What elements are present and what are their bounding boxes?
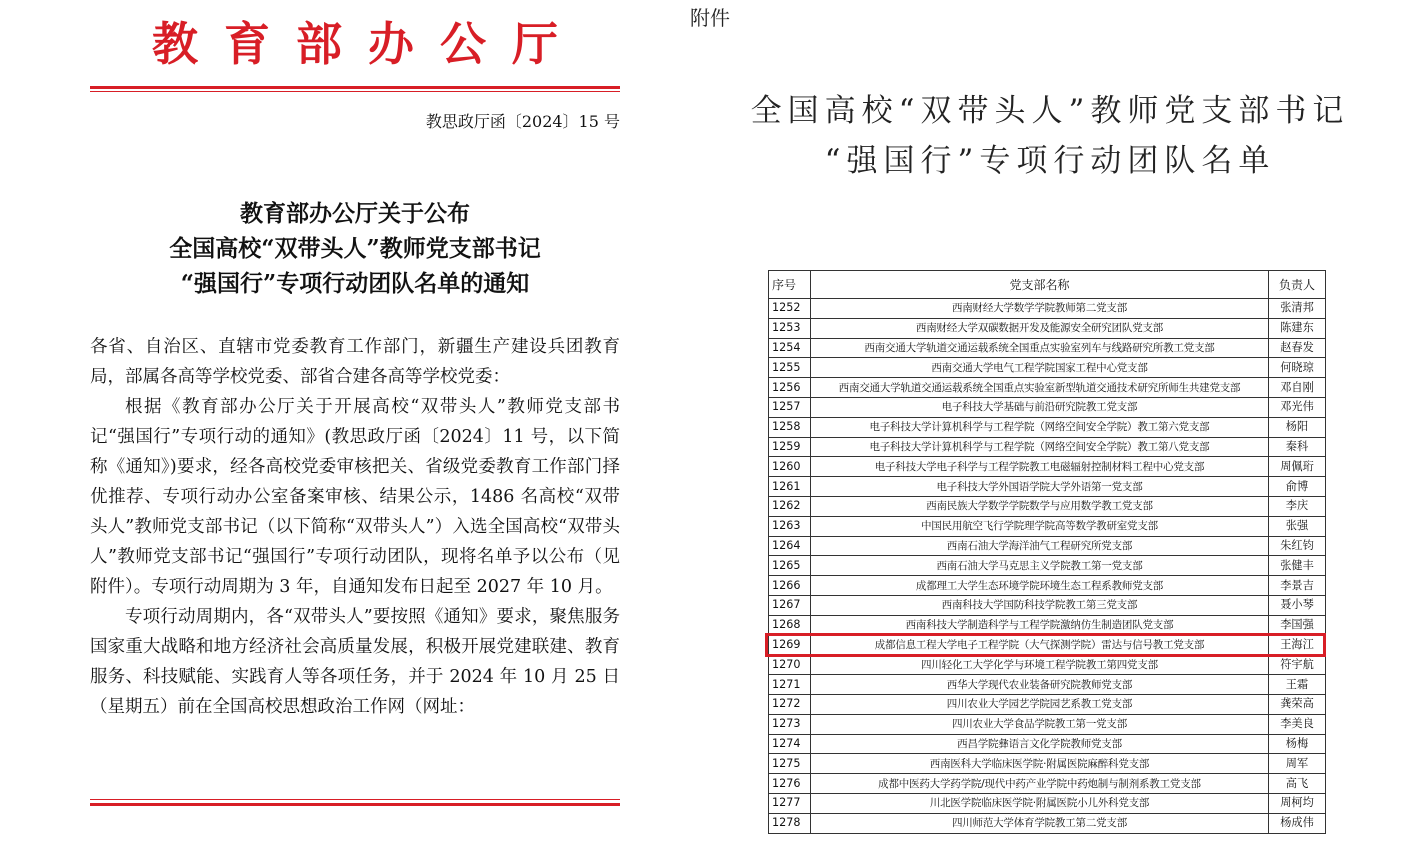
branch-name: 电子科技大学计算机科学与工程学院（网络空间安全学院）教工第八党支部 [811,437,1269,457]
branch-name: 西南石油大学海洋油气工程研究所党支部 [811,536,1269,556]
body-paragraph: 专项行动周期内，各“双带头人”要按照《通知》要求，聚焦服务国家重大战略和地方经济社会高质量发展，积极开展党建联建、教育服务、科技赋能、实践育人等各项任务，并于 2024 年 10 月 25 日（星期五）前在全国高校思想政治工作网（网址： [90,607,620,717]
branch-name: 西华大学现代农业装备研究院教师党支部 [811,675,1269,695]
row-number: 1255 [769,358,811,378]
table-row [769,635,1326,655]
roster-table [768,270,1326,834]
table-row [769,576,1326,596]
annex-title-line: “强国行”专项行动团队名单 [824,143,1276,179]
leader-name: 朱红钧 [1269,536,1326,556]
annex-title-line: 全国高校“双带头人”教师党支部书记 [750,93,1350,129]
red-divider-top-thin [90,91,620,92]
leader-name: 张健丰 [1269,556,1326,576]
leader-name: 李美良 [1269,714,1326,734]
branch-name: 川北医学院临床医学院·附属医院小儿外科党支部 [811,793,1269,813]
table-header-row [769,271,1326,299]
row-number: 1252 [769,299,811,319]
leader-name: 符宇航 [1269,655,1326,675]
branch-name: 西南交通大学电气工程学院国家工程中心党支部 [811,358,1269,378]
row-number: 1254 [769,338,811,358]
row-number: 1272 [769,694,811,714]
table-row [769,615,1326,635]
leader-name: 张强 [1269,516,1326,536]
row-number: 1264 [769,536,811,556]
title-line: 全国高校“双带头人”教师党支部书记 [169,235,541,262]
branch-name: 四川农业大学食品学院教工第一党支部 [811,714,1269,734]
table-row [769,358,1326,378]
leader-name: 俞博 [1269,477,1326,497]
row-number: 1253 [769,318,811,338]
branch-name: 西南财经大学数学学院教师第二党支部 [811,299,1269,319]
branch-name: 电子科技大学电子科学与工程学院教工电磁辐射控制材料工程中心党支部 [811,457,1269,477]
leader-name: 陈建东 [1269,318,1326,338]
branch-name: 西南民族大学数学学院数学与应用数学教工党支部 [811,496,1269,516]
leader-name: 李国强 [1269,615,1326,635]
branch-name: 电子科技大学基础与前沿研究院教工党支部 [811,397,1269,417]
leader-name: 赵春发 [1269,338,1326,358]
red-divider-top [90,86,620,89]
leader-name: 周佩珩 [1269,457,1326,477]
leader-name: 杨梅 [1269,734,1326,754]
row-number: 1266 [769,576,811,596]
branch-name: 四川农业大学园艺学院园艺系教工党支部 [811,694,1269,714]
table-row [769,496,1326,516]
column-header-number: 序号 [769,271,811,299]
branch-name: 四川轻化工大学化学与环境工程学院教工第四党支部 [811,655,1269,675]
table-row [769,536,1326,556]
document-title [90,196,620,301]
table-row [769,318,1326,338]
table-row [769,437,1326,457]
row-number: 1257 [769,397,811,417]
table-row [769,774,1326,794]
table-row [769,675,1326,695]
row-number: 1262 [769,496,811,516]
table-row [769,397,1326,417]
row-number: 1273 [769,714,811,734]
table-row [769,378,1326,398]
table-row [769,714,1326,734]
table-row [769,417,1326,437]
branch-name: 西南科技大学制造科学与工程学院激纳仿生制造团队党支部 [811,615,1269,635]
row-number: 1260 [769,457,811,477]
body-paragraph: 根据《教育部办公厅关于开展高校“双带头人”教师党支部书记“强国行”专项行动的通知》(教思政厅函〔2024〕11 号，以下简称《通知》)要求，经各高校党委审核把关、省级党委教育工作部门择优推荐、专项行动办公室备案审核、结果公示，1486 名高校“双带头人”教师党支部书记（以下简称“双带头人”）入选全国高校“双带头人”教师党支部书记“强国行”专项行动团队，现将名单予以公布（见附件）。专项行动周期为 3 年，自通知发布日起至 2027 年 10 月。 [90,397,620,597]
table-row [769,516,1326,536]
row-number: 1258 [769,417,811,437]
table-row [769,793,1326,813]
branch-name: 西南财经大学双碳数据开发及能源安全研究团队党支部 [811,318,1269,338]
annex-title [700,86,1400,186]
document-number: 教思政厅函〔2024〕15 号 [425,112,620,131]
branch-name: 西南科技大学国防科技学院教工第三党支部 [811,595,1269,615]
table-row [769,556,1326,576]
row-number: 1263 [769,516,811,536]
annex-label: 附件 [690,8,730,30]
row-number: 1270 [769,655,811,675]
row-number: 1271 [769,675,811,695]
title-line: 教育部办公厅关于公布 [240,200,470,227]
branch-name: 电子科技大学外国语学院大学外语第一党支部 [811,477,1269,497]
row-number: 1269 [769,635,811,655]
roster-body [769,299,1326,834]
leader-name: 何晓琼 [1269,358,1326,378]
row-number: 1259 [769,437,811,457]
table-row [769,457,1326,477]
branch-name: 成都理工大学生态环境学院环境生态工程系教师党支部 [811,576,1269,596]
branch-name: 成都中医药大学药学院/现代中药产业学院中药炮制与制剂系教工党支部 [811,774,1269,794]
branch-name: 西南石油大学马克思主义学院教工第一党支部 [811,556,1269,576]
table-row [769,655,1326,675]
row-number: 1276 [769,774,811,794]
branch-name: 西南医科大学临床医学院·附属医院麻醉科党支部 [811,754,1269,774]
red-divider-bottom [90,803,620,806]
branch-name: 四川师范大学体育学院教工第二党支部 [811,813,1269,833]
table-row [769,754,1326,774]
leader-name: 王海江 [1269,635,1326,655]
table-row [769,338,1326,358]
leader-name: 杨成伟 [1269,813,1326,833]
row-number: 1277 [769,793,811,813]
title-line: “强国行”专项行动团队名单的通知 [180,270,530,297]
row-number: 1261 [769,477,811,497]
row-number: 1265 [769,556,811,576]
document-body [90,332,620,722]
row-number: 1278 [769,813,811,833]
branch-name: 西南交通大学轨道交通运载系统全国重点实验室列车与线路研究所教工党支部 [811,338,1269,358]
leader-name: 龚荣高 [1269,694,1326,714]
row-number: 1274 [769,734,811,754]
branch-name: 西昌学院彝语言文化学院教师党支部 [811,734,1269,754]
table-row [769,477,1326,497]
row-number: 1267 [769,595,811,615]
table-row [769,813,1326,833]
notice-page [0,0,680,859]
leader-name: 杨阳 [1269,417,1326,437]
leader-name: 秦科 [1269,437,1326,457]
row-number: 1256 [769,378,811,398]
column-header-branch: 党支部名称 [811,271,1269,299]
row-number: 1268 [769,615,811,635]
table-row [769,595,1326,615]
table-row [769,734,1326,754]
branch-name: 电子科技大学计算机科学与工程学院（网络空间安全学院）教工第六党支部 [811,417,1269,437]
branch-name: 成都信息工程大学电子工程学院（大气探测学院）雷达与信号教工党支部 [811,635,1269,655]
table-row [769,694,1326,714]
leader-name: 邓光伟 [1269,397,1326,417]
branch-name: 中国民用航空飞行学院理学院高等数学教研室党支部 [811,516,1269,536]
column-header-leader: 负责人 [1269,271,1326,299]
branch-name: 西南交通大学轨道交通运载系统全国重点实验室新型轨道交通技术研究所师生共建党支部 [811,378,1269,398]
leader-name: 周军 [1269,754,1326,774]
red-divider-bottom-thin [90,799,620,800]
leader-name: 高飞 [1269,774,1326,794]
leader-name: 邓自刚 [1269,378,1326,398]
leader-name: 张清邦 [1269,299,1326,319]
leader-name: 聂小琴 [1269,595,1326,615]
table-row [769,299,1326,319]
leader-name: 周柯均 [1269,793,1326,813]
leader-name: 李景吉 [1269,576,1326,596]
salutation: 各省、自治区、直辖市党委教育工作部门，新疆生产建设兵团教育局，部属各高等学校党委、部省合建各高等学校党委： [90,337,620,387]
office-header: 教育部办公厅 [152,17,584,71]
leader-name: 李庆 [1269,496,1326,516]
leader-name: 王霜 [1269,675,1326,695]
row-number: 1275 [769,754,811,774]
